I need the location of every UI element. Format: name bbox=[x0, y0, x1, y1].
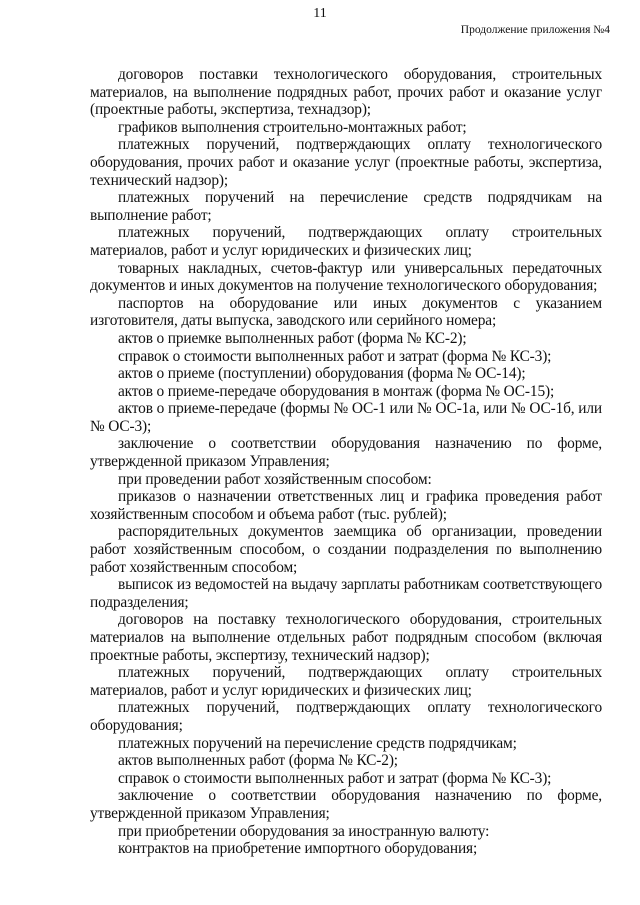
paragraph: актов о приеме (поступлении) оборудования (форма № ОС-14); bbox=[118, 365, 526, 383]
paragraph: при приобретении оборудования за иностранную валюту: bbox=[118, 822, 490, 840]
paragraph: заключение о соответствии оборудования назначению по форме, утвержденной приказом Управления; bbox=[90, 435, 602, 471]
paragraph: платежных поручений на перечисление средств подрядчикам на выполнение работ; bbox=[90, 189, 602, 224]
paragraph: справок о стоимости выполненных работ и затрат (форма № КС-3); bbox=[118, 347, 552, 365]
paragraph: актов о приеме-передаче оборудования в монтаж (форма № ОС-15); bbox=[118, 382, 555, 400]
paragraph: платежных поручений, подтверждающих оплату технологического оборудования, прочих работ и оказание услуг (проектные работы, экспертиза, технический надзор); bbox=[90, 136, 602, 189]
paragraph: платежных поручений, подтверждающих оплату строительных материалов, работ и услуг юридических и физических лиц; bbox=[90, 664, 602, 699]
paragraph: выписок из ведомостей на выдачу зарплаты работникам соответствующего подразделения; bbox=[90, 576, 602, 611]
paragraph: при проведении работ хозяйственным способом: bbox=[118, 470, 432, 488]
page-number: 11 bbox=[313, 6, 327, 21]
paragraph: товарных накладных, счетов-фактур или универсальных передаточных документов и иных документов на получение технологического оборудования; bbox=[90, 259, 602, 295]
paragraph: приказов о назначении ответственных лиц и графика проведения работ хозяйственным способом и объема работ (тыс. рублей); bbox=[90, 488, 602, 523]
paragraph: контрактов на приобретение импортного оборудования; bbox=[118, 840, 478, 858]
paragraph: платежных поручений, подтверждающих оплату технологического оборудования; bbox=[90, 699, 602, 734]
paragraph: платежных поручений на перечисление средств подрядчикам; bbox=[118, 734, 517, 752]
paragraph: графиков выполнения строительно-монтажных работ; bbox=[118, 118, 467, 136]
document-body bbox=[90, 66, 602, 858]
paragraph: договоров на поставку технологического оборудования, строительных материалов на выполнение отдельных работ подрядным способом (включая проектные работы, экспертизу, технический надзор); bbox=[90, 611, 602, 664]
paragraph: паспортов на оборудование или иных документов с указанием изготовителя, даты выпуска, заводского или серийного номера; bbox=[90, 294, 602, 330]
running-header: Продолжение приложения №4 bbox=[460, 24, 610, 36]
paragraph: заключение о соответствии оборудования назначению по форме, утвержденной приказом Управления; bbox=[90, 787, 602, 822]
paragraph: распорядительных документов заемщика об организации, проведении работ хозяйственным способом, о создании подразделения по выполнению работ хозяйственным способом; bbox=[90, 523, 602, 576]
paragraph: справок о стоимости выполненных работ и затрат (форма № КС-3); bbox=[118, 769, 552, 787]
paragraph: платежных поручений, подтверждающих оплату строительных материалов, работ и услуг юридических и физических лиц; bbox=[90, 224, 602, 259]
paragraph: актов о приемке выполненных работ (форма № КС-2); bbox=[118, 329, 467, 347]
paragraph: договоров поставки технологического оборудования, строительных материалов, на выполнение подрядных работ, прочих работ и оказание услуг (проектные работы, экспертиза, технадзор); bbox=[90, 66, 602, 119]
paragraph: актов о приеме-передаче (формы № ОС-1 или № ОС-1а, или № ОС-1б, или № ОС-3); bbox=[90, 400, 602, 435]
paragraph: актов выполненных работ (форма № КС-2); bbox=[118, 752, 398, 770]
